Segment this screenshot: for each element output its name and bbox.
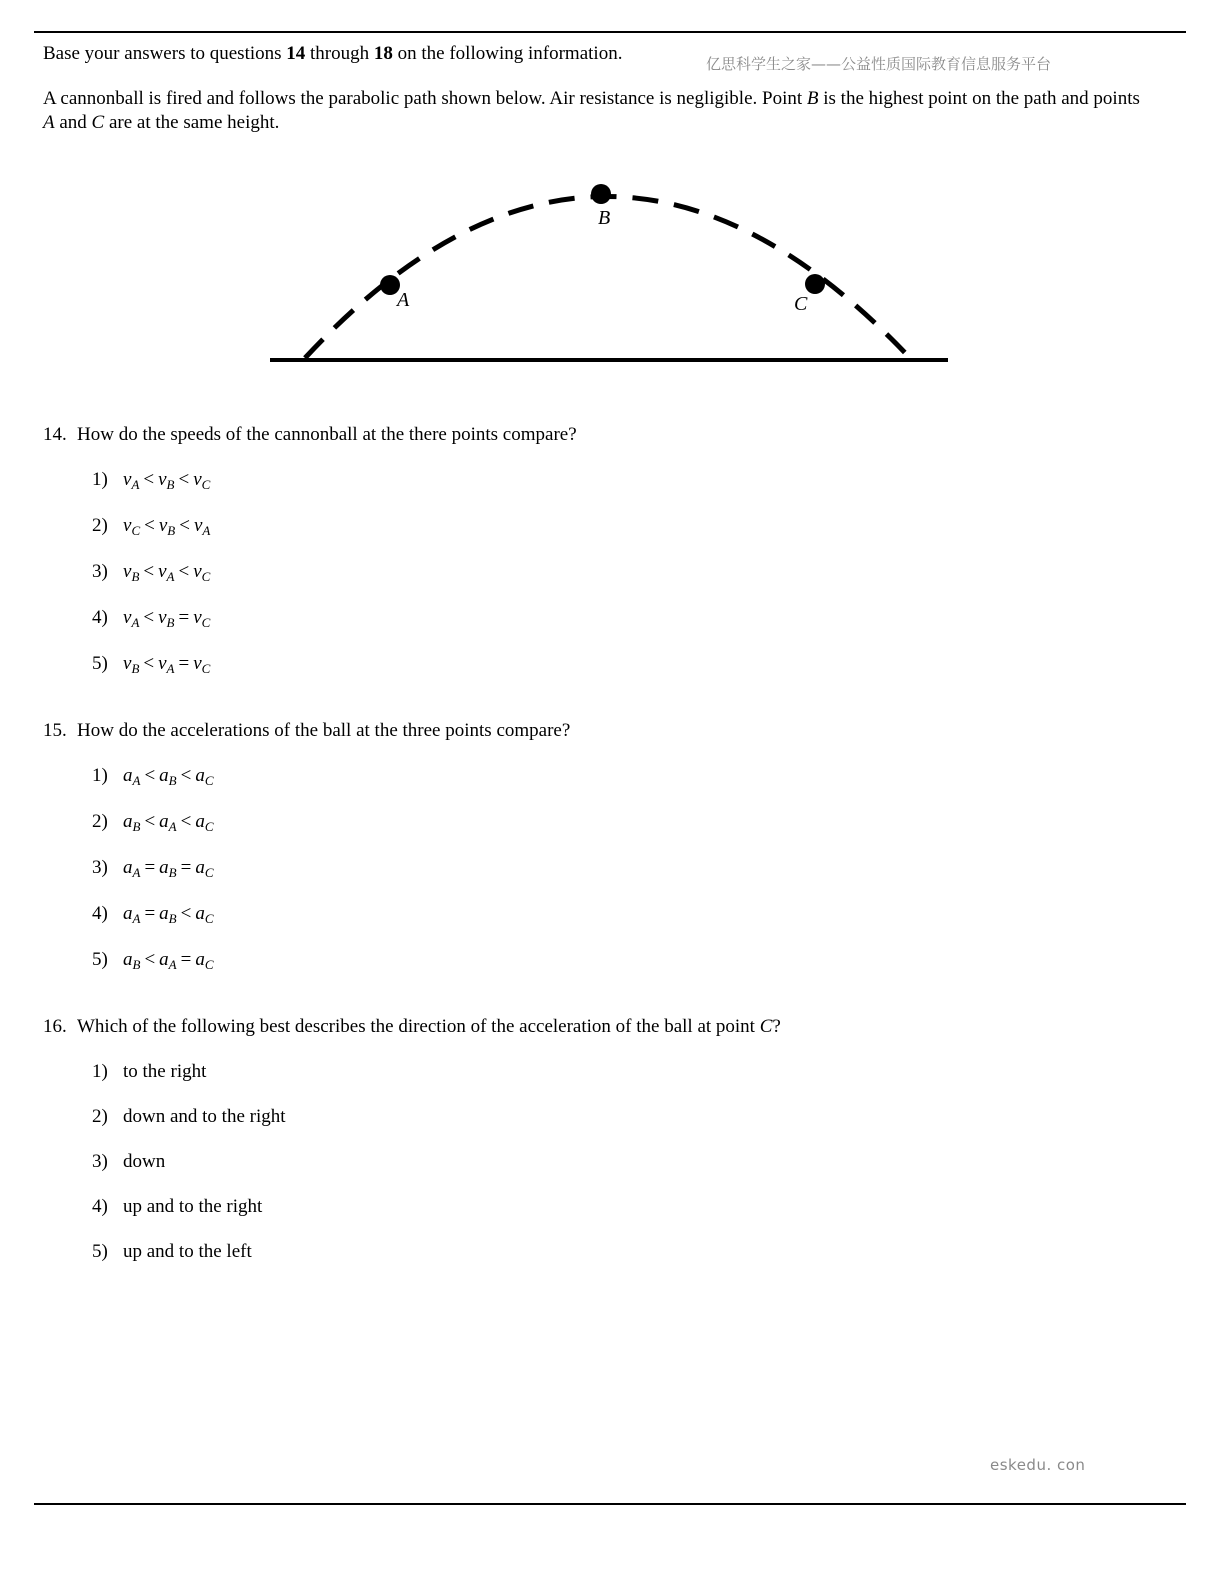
option-subscript: C <box>204 819 214 834</box>
option-subscript: A <box>132 911 141 926</box>
option-variable: v <box>193 561 202 582</box>
option-subscript: B <box>166 615 175 630</box>
option-subscript: A <box>131 615 140 630</box>
option-variable: v <box>193 607 202 628</box>
option-subscript: C <box>131 523 141 538</box>
info-part3: and <box>54 112 92 133</box>
option-relation: < <box>143 561 155 582</box>
option-variable: a <box>123 949 133 970</box>
answer-option[interactable] <box>92 1105 286 1129</box>
option-variable: v <box>158 653 167 674</box>
intro-text-after: on the following information. <box>392 43 623 64</box>
answer-option[interactable] <box>92 652 210 676</box>
answer-option[interactable] <box>92 560 210 584</box>
option-number: 1) <box>92 765 108 786</box>
option-subscript: B <box>131 661 140 676</box>
option-subscript: A <box>132 865 141 880</box>
intro-text-middle: through <box>305 43 374 64</box>
intro-question-start: 14 <box>286 43 306 64</box>
option-subscript: A <box>168 957 177 972</box>
intro-question-end: 18 <box>373 43 393 64</box>
option-text: up and to the right <box>123 1196 263 1217</box>
answer-option[interactable] <box>92 1060 206 1084</box>
option-subscript: A <box>166 661 175 676</box>
question-14 <box>43 423 577 447</box>
option-relation: < <box>178 561 190 582</box>
option-relation: = <box>178 653 190 674</box>
question-text-end: ? <box>772 1016 781 1037</box>
option-relation: = <box>180 857 192 878</box>
option-variable: a <box>123 765 133 786</box>
option-subscript: C <box>201 569 211 584</box>
answer-option[interactable] <box>92 902 214 926</box>
option-number: 3) <box>92 561 108 582</box>
question-15 <box>43 719 570 743</box>
answer-option[interactable] <box>92 856 214 880</box>
option-variable: v <box>193 469 202 490</box>
option-relation: < <box>144 765 156 786</box>
option-relation: < <box>144 811 156 832</box>
point-c-dot <box>805 274 825 294</box>
question-number: 15. <box>43 720 67 741</box>
option-relation: = <box>180 949 192 970</box>
option-variable: a <box>123 811 133 832</box>
option-relation: = <box>178 607 190 628</box>
point-a-label: A <box>397 289 410 311</box>
info-part1: A cannonball is fired and follows the parabolic path shown below. Air resistance is negligible. Point <box>43 88 807 109</box>
option-relation: = <box>144 903 156 924</box>
option-text: up and to the left <box>123 1241 252 1262</box>
option-number: 4) <box>92 607 108 628</box>
option-variable: a <box>159 903 169 924</box>
info-part4: are at the same height. <box>104 112 280 133</box>
option-number: 5) <box>92 1241 108 1262</box>
answer-option[interactable] <box>92 764 214 788</box>
option-variable: v <box>158 469 167 490</box>
option-subscript: B <box>168 911 177 926</box>
option-relation: < <box>180 903 192 924</box>
option-subscript: A <box>166 569 175 584</box>
option-subscript: C <box>204 865 214 880</box>
option-relation: < <box>143 607 155 628</box>
info-paragraph <box>43 87 1153 135</box>
option-text: down <box>123 1151 166 1172</box>
option-variable: v <box>193 653 202 674</box>
info-point-a: A <box>43 112 55 133</box>
option-relation: < <box>179 515 190 536</box>
option-subscript: C <box>201 477 211 492</box>
option-variable: a <box>159 811 169 832</box>
info-point-b: B <box>806 88 819 109</box>
option-variable: a <box>195 949 205 970</box>
option-subscript: C <box>201 661 211 676</box>
option-subscript: A <box>202 523 211 538</box>
option-subscript: B <box>167 523 176 538</box>
option-variable: a <box>123 857 133 878</box>
question-text: How do the speeds of the cannonball at the there points compare? <box>77 424 577 445</box>
answer-option[interactable] <box>92 1240 252 1264</box>
option-subscript: B <box>166 477 175 492</box>
option-variable: v <box>158 515 168 536</box>
info-point-c: C <box>91 112 105 133</box>
intro-text-before: Base your answers to questions <box>43 43 287 64</box>
option-relation: < <box>180 811 192 832</box>
question-text: Which of the following best describes the direction of the acceleration of the ball at point <box>77 1016 760 1037</box>
answer-option[interactable] <box>92 606 210 630</box>
watermark-top: 亿思科学生之家——公益性质国际教育信息服务平台 <box>706 55 1052 73</box>
option-variable: a <box>195 765 205 786</box>
answer-option[interactable] <box>92 468 210 492</box>
option-variable: v <box>123 469 132 490</box>
answer-option[interactable] <box>92 1150 165 1174</box>
option-subscript: C <box>204 957 214 972</box>
option-variable: a <box>195 857 205 878</box>
option-relation: < <box>144 515 155 536</box>
option-variable: v <box>193 515 203 536</box>
question-point: C <box>759 1016 773 1037</box>
top-rule <box>34 31 1186 33</box>
answer-option[interactable] <box>92 948 214 972</box>
option-variable: a <box>159 857 169 878</box>
option-subscript: A <box>132 773 141 788</box>
option-subscript: C <box>201 615 211 630</box>
watermark-bottom: eskedu. con <box>990 1456 1086 1474</box>
option-subscript: C <box>204 773 214 788</box>
option-variable: a <box>123 903 133 924</box>
option-relation: = <box>144 857 156 878</box>
option-number: 2) <box>92 811 108 832</box>
point-b-dot <box>591 184 611 204</box>
option-number: 5) <box>92 653 108 674</box>
option-variable: v <box>158 607 167 628</box>
option-relation: < <box>144 949 156 970</box>
option-variable: v <box>123 653 132 674</box>
option-subscript: B <box>168 865 177 880</box>
option-number: 2) <box>92 515 108 536</box>
question-16 <box>43 1015 781 1039</box>
option-relation: < <box>143 469 155 490</box>
option-variable: a <box>195 811 205 832</box>
question-number: 14. <box>43 424 67 445</box>
option-variable: v <box>158 561 167 582</box>
option-relation: < <box>180 765 192 786</box>
option-subscript: B <box>132 819 141 834</box>
option-subscript: A <box>168 819 177 834</box>
point-b-label: B <box>598 207 611 229</box>
option-number: 4) <box>92 903 108 924</box>
option-relation: < <box>178 469 190 490</box>
question-text: How do the accelerations of the ball at the three points compare? <box>77 720 571 741</box>
option-number: 4) <box>92 1196 108 1217</box>
option-subscript: C <box>204 911 214 926</box>
answer-option[interactable] <box>92 1195 262 1219</box>
option-number: 1) <box>92 469 108 490</box>
trajectory-diagram <box>260 175 960 375</box>
option-variable: v <box>123 515 132 536</box>
option-subscript: A <box>131 477 140 492</box>
answer-option[interactable] <box>92 514 210 538</box>
option-text: to the right <box>123 1061 207 1082</box>
option-variable: a <box>159 765 169 786</box>
option-number: 2) <box>92 1106 108 1127</box>
intro-line <box>43 42 622 66</box>
option-text: down and to the right <box>123 1106 286 1127</box>
option-number: 3) <box>92 857 108 878</box>
option-variable: v <box>123 561 132 582</box>
answer-option[interactable] <box>92 810 214 834</box>
option-relation: < <box>143 653 155 674</box>
option-subscript: B <box>131 569 140 584</box>
option-subscript: B <box>132 957 141 972</box>
point-c-label: C <box>794 293 808 315</box>
question-number: 16. <box>43 1016 67 1037</box>
option-number: 1) <box>92 1061 108 1082</box>
option-variable: a <box>159 949 169 970</box>
info-part2: is the highest point on the path and points <box>818 88 1140 109</box>
option-number: 5) <box>92 949 108 970</box>
option-variable: a <box>195 903 205 924</box>
option-variable: v <box>123 607 132 628</box>
bottom-rule <box>34 1503 1186 1505</box>
option-subscript: B <box>168 773 177 788</box>
option-number: 3) <box>92 1151 108 1172</box>
